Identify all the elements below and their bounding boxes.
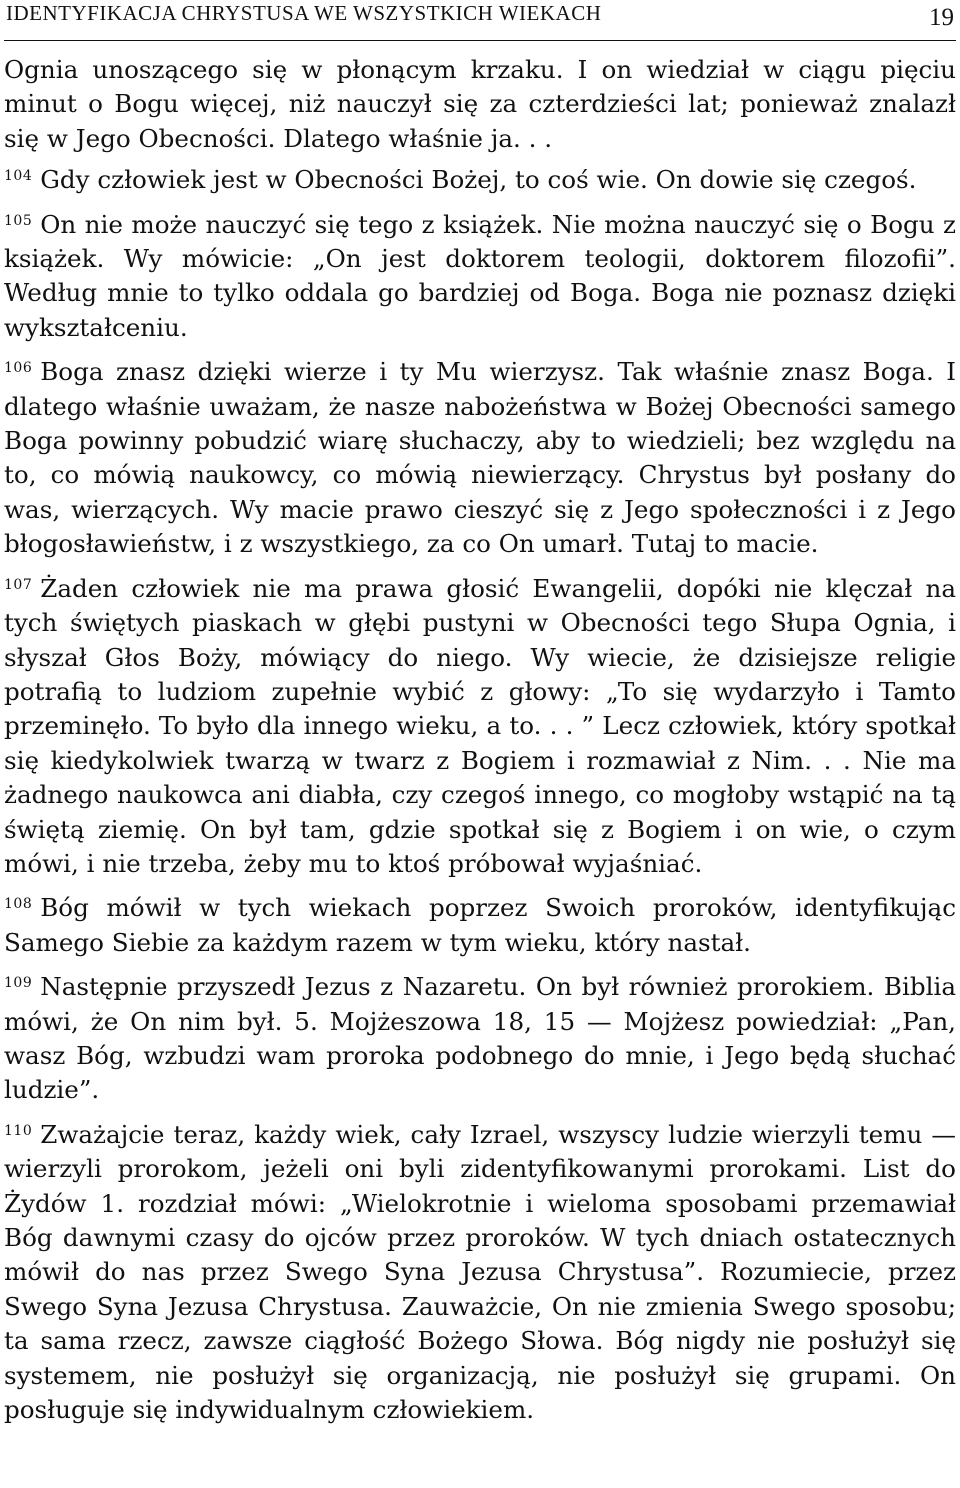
page-number: 19 [929, 4, 954, 31]
paragraph-text: On nie może nauczyć się tego z książek. Nie można nauczyć się o Bogu z książek. Wy mówicie: „On jest doktorem teologii, doktorem filozofii”. Według mnie to tylko oddala go bardziej od Boga. Boga nie poznasz dzięki wykształceniu. [4, 209, 956, 342]
paragraph-106 [4, 351, 956, 561]
paragraph-text: Żaden człowiek nie ma prawa głosić Ewangelii, dopóki nie klęczał na tych świętych piaskach w głębi pustyni w Obecności tego Słupa Ognia, i słyszał Głos Boży, mówiący do niego. Wy wiecie, że dzisiejsze religie potrafią to ludziom zupełnie wybić z głowy: „To się wydarzyło i Tamto przeminęło. To było dla innego wieku, a to. . . ” Lecz człowiek, który spotkał się kiedykolwiek twarzą w twarz z Bogiem i rozmawiał z Nim. . . Nie ma żadnego naukowca ani diabła, czy czegoś innego, co mogłoby wstąpić na tą świętą ziemię. On był tam, gdzie spotkał się z Bogiem i on wie, o czym mówi, i nie trzeba, żeby mu to ktoś próbował wyjaśniać. [4, 573, 956, 878]
paragraph-number: 104 [4, 168, 33, 185]
running-title: IDENTYFIKACJA CHRYSTUSA WE WSZYSTKICH WIEKACH [6, 1, 602, 25]
running-header [4, 0, 956, 41]
intro-paragraph [4, 53, 956, 156]
paragraph-text: Boga znasz dzięki wierze i ty Mu wierzysz. Tak właśnie znasz Boga. I dlatego właśnie uważam, że nasze nabożeństwa w Bożej Obecności samego Boga powinny pobudzić wiarę słuchaczy, aby to wiedzieli; bez względu na to, co mówią naukowcy, co mówią niewierzący. Chrystus był posłany do was, wierzących. Wy macie prawo cieszyć się z Jego społeczności i z Jego błogosławieństw, i z wszystkiego, za co On umarł. Tutaj to macie. [4, 357, 956, 559]
paragraph-104 [4, 159, 956, 197]
paragraph-108 [4, 887, 956, 960]
paragraph-105 [4, 204, 956, 346]
paragraph-number: 107 [4, 576, 33, 593]
paragraph-text: Zważajcie teraz, każdy wiek, cały Izrael, wszyscy ludzie wierzyli temu — wierzyli prorokom, jeżeli oni byli zidentyfikowanymi prorokami. List do Żydów 1. rozdział mówi: „Wielokrotnie i wieloma sposobami przemawiał Bóg dawnymi czasy do ojców przez proroków. W tych dniach ostatecznych mówił do nas przez Swego Syna Jezusa Chrystusa”. Rozumiecie, przez Swego Syna Jezusa Chrystusa. Zauważcie, On nie zmienia Swego sposobu; ta sama rzecz, zawsze ciągłość Bożego Słowa. Bóg nigdy nie posłużył się systemem, nie posłużył się organizacją, nie posłużył się grupami. On posługuje się indywidualnym człowiekiem. [4, 1119, 956, 1425]
paragraph-number: 110 [4, 1122, 33, 1139]
paragraph-text: Bóg mówił w tych wiekach poprzez Swoich proroków, identyfikując Samego Siebie za każdym razem w tym wieku, który nastał. [4, 893, 956, 957]
body-text [4, 53, 956, 1427]
paragraph-number: 109 [4, 975, 33, 992]
paragraph-number: 106 [4, 360, 33, 377]
paragraph-text: Gdy człowiek jest w Obecności Bożej, to coś wie. On dowie się czegoś. [40, 165, 917, 195]
paragraph-text: Następnie przyszedł Jezus z Nazaretu. On był również prorokiem. Biblia mówi, że On nim był. 5. Mojżeszowa 18, 15 — Mojżesz powiedział: „Pan, wasz Bóg, wzbudzi wam proroka podobnego do mnie, i Jego będą słuchać ludzie”. [4, 972, 956, 1105]
paragraph-number: 105 [4, 212, 33, 229]
paragraph-110 [4, 1114, 956, 1428]
paragraph-text: Ognia unoszącego się w płonącym krzaku. I on wiedział w ciągu pięciu minut o Bogu więcej, niż nauczył się za czterdzieści lat; ponieważ znalazł się w Jego Obecności. Dlatego właśnie ja. . . [4, 55, 956, 153]
paragraph-number: 108 [4, 896, 33, 913]
paragraph-107 [4, 568, 956, 882]
paragraph-109 [4, 966, 956, 1108]
